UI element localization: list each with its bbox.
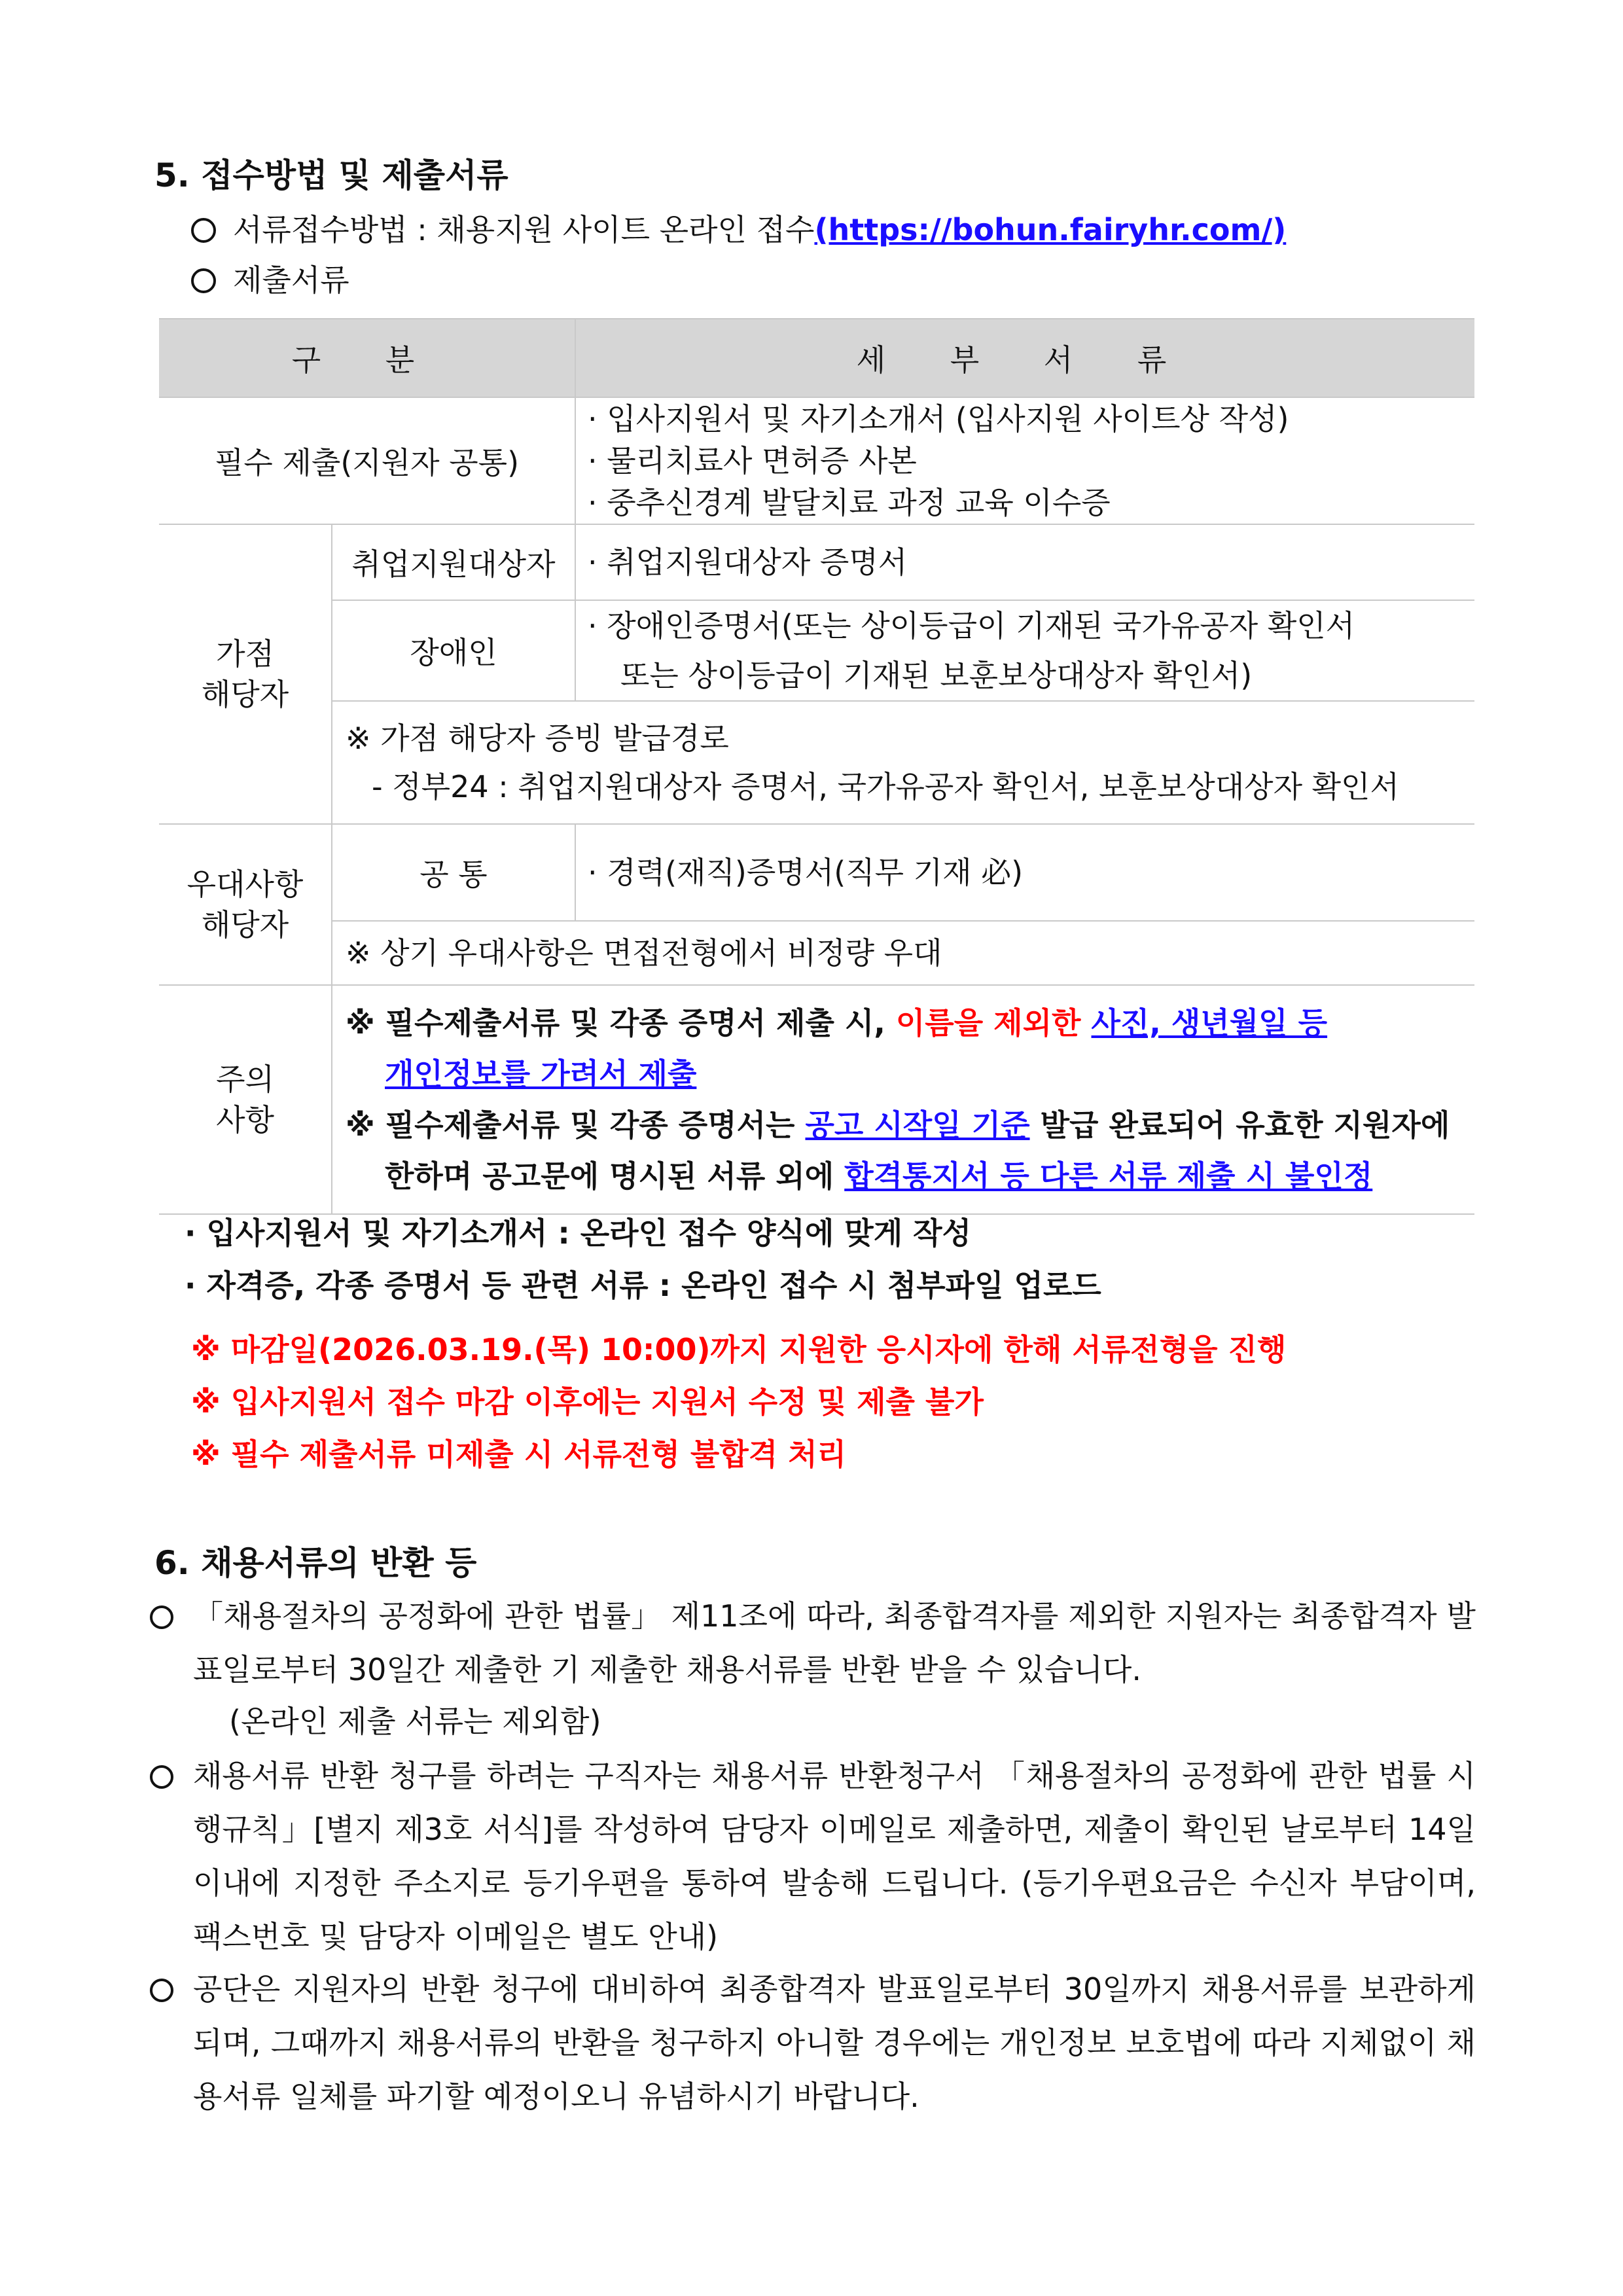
bonus-label xyxy=(159,524,332,824)
disabled-label: 장애인 xyxy=(332,600,575,701)
table-row-preferred xyxy=(159,824,1474,921)
disabled-doc xyxy=(575,600,1474,701)
table-header-row xyxy=(159,319,1474,397)
table-row-required xyxy=(159,397,1474,524)
submission-method xyxy=(191,206,1286,249)
table-row-employment xyxy=(159,524,1474,600)
caution-note-2: ※ 필수제출서류 및 각종 증명서는 공고 시작일 기준 발급 완료되어 유효한 지원자에 xyxy=(346,1107,1450,1143)
employment-label: 취업지원대상자 xyxy=(332,524,575,600)
table-row-caution xyxy=(159,985,1474,1214)
list-item: · 중추신경계 발달치료 과정 교육 이수증 xyxy=(588,485,1111,520)
bullet-application-form: · 입사지원서 및 자기소개서 : 온라인 접수 양식에 맞게 작성 xyxy=(185,1215,972,1251)
employment-doc: · 취업지원대상자 증명서 xyxy=(575,524,1474,600)
circle-bullet-icon xyxy=(150,1979,173,2002)
return-paragraph-1-note: (온라인 제출 서류는 제외함) xyxy=(229,1704,601,1739)
bonus-note-line2: - 정부24 : 취업지원대상자 증명서, 국가유공자 확인서, 보훈보상대상자 확인서 xyxy=(372,769,1399,804)
submission-method-label: 서류접수방법 : 채용지원 사이트 온라인 접수 xyxy=(233,212,815,247)
return-paragraph-1 xyxy=(193,1589,1476,1696)
disabled-doc-line1: · 장애인증명서(또는 상이등급이 기재된 국가유공자 확인서 xyxy=(588,608,1355,643)
section5-title: 5. 접수방법 및 제출서류 xyxy=(154,156,508,194)
caution-note-1: ※ 필수제출서류 및 각종 증명서 제출 시, 이름을 제외한 사진, 생년월일 등 xyxy=(346,1005,1328,1041)
required-docs-label: 제출서류 xyxy=(233,262,349,298)
bonus-label-line2: 해당자 xyxy=(201,677,289,712)
circle-bullet-icon xyxy=(191,268,216,293)
caution-note-1-cont: 개인정보를 가려서 제출 xyxy=(385,1056,697,1092)
return-paragraph-3 xyxy=(193,1962,1476,2123)
circle-bullet-icon xyxy=(150,1605,173,1629)
preferred-label-line2: 해당자 xyxy=(201,907,289,942)
table-row-disabled xyxy=(159,600,1474,701)
header-detail: 세 부 서 류 xyxy=(575,319,1474,397)
disabled-doc-line2: 또는 상이등급이 기재된 보훈보상대상자 확인서) xyxy=(620,658,1253,693)
preferred-common-label: 공 통 xyxy=(332,824,575,921)
return-paragraph-3-text: 공단은 지원자의 반환 청구에 대비하여 최종합격자 발표일로부터 30일까지 채용서류를 보관하게 되며, 그때까지 채용서류의 반환을 청구하지 아니할 경우에는 개인정보 보호법에 따라 지체없이 채용서류 일체를 파기할 예정이오니 유념하시기 바랍니다. xyxy=(193,1971,1476,2114)
application-site-link[interactable]: (https://bohun.fairyhr.com/) xyxy=(814,212,1287,247)
table-row-preferred-note xyxy=(159,921,1474,985)
caution-label-line1: 주의 xyxy=(216,1062,274,1097)
required-docs-heading xyxy=(191,257,349,300)
preferred-note: ※ 상기 우대사항은 면접전형에서 비정량 우대 xyxy=(332,921,1474,985)
no-edit-notice: ※ 입사지원서 접수 마감 이후에는 지원서 수정 및 제출 불가 xyxy=(191,1384,984,1420)
required-label: 필수 제출(지원자 공통) xyxy=(159,397,575,524)
circle-bullet-icon xyxy=(191,218,216,243)
caution-label xyxy=(159,985,332,1214)
return-paragraph-2-text: 채용서류 반환 청구를 하려는 구직자는 채용서류 반환청구서 「채용절차의 공정화에 관한 법률 시행규칙」[별지 제3호 서식]를 작성하여 담당자 이메일로 제출하면, 제출이 확인된 날로부터 14일 이내에 지정한 주소지로 등기우편을 통하여 발송해 드립니다. (등기우편요금은 수신자 부담이며, 팩스번호 및 담당자 이메일은 별도 안내) xyxy=(193,1758,1476,1954)
deadline-notice: ※ 마감일(2026.03.19.(목) 10:00)까지 지원한 응시자에 한해 서류전형을 진행 xyxy=(191,1332,1287,1367)
bullet-certificates: · 자격증, 각종 증명서 등 관련 서류 : 온라인 접수 시 첨부파일 업로드 xyxy=(185,1268,1101,1303)
preferred-label-line1: 우대사항 xyxy=(187,867,304,902)
bonus-note xyxy=(332,701,1474,824)
required-items xyxy=(575,397,1474,524)
circle-bullet-icon xyxy=(150,1765,173,1789)
list-item: · 입사지원서 및 자기소개서 (입사지원 사이트상 작성) xyxy=(588,401,1289,437)
return-paragraph-1-text: 「채용절차의 공정화에 관한 법률」 제11조에 따라, 최종합격자를 제외한 지원자는 최종합격자 발표일로부터 30일간 제출한 기 제출한 채용서류를 반환 받을 수 있습니다. xyxy=(193,1598,1476,1687)
documents-table xyxy=(159,318,1474,1215)
preferred-common-doc: · 경력(재직)증명서(직무 기재 必) xyxy=(575,824,1474,921)
caution-label-line2: 사항 xyxy=(216,1102,274,1138)
caution-note-2-cont: 한하며 공고문에 명시된 서류 외에 합격통지서 등 다른 서류 제출 시 불인정 xyxy=(385,1158,1373,1194)
table-row-bonus-note xyxy=(159,701,1474,824)
caution-notes xyxy=(332,985,1474,1214)
bonus-note-line1: ※ 가점 해당자 증빙 발급경로 xyxy=(346,721,729,756)
section6-title: 6. 채용서류의 반환 등 xyxy=(154,1544,477,1582)
missing-docs-notice: ※ 필수 제출서류 미제출 시 서류전형 불합격 처리 xyxy=(191,1437,847,1472)
return-paragraph-2 xyxy=(193,1749,1476,1964)
bonus-label-line1: 가점 xyxy=(216,636,274,672)
list-item: · 물리치료사 면허증 사본 xyxy=(588,443,917,478)
header-category: 구 분 xyxy=(159,319,575,397)
preferred-label xyxy=(159,824,332,985)
